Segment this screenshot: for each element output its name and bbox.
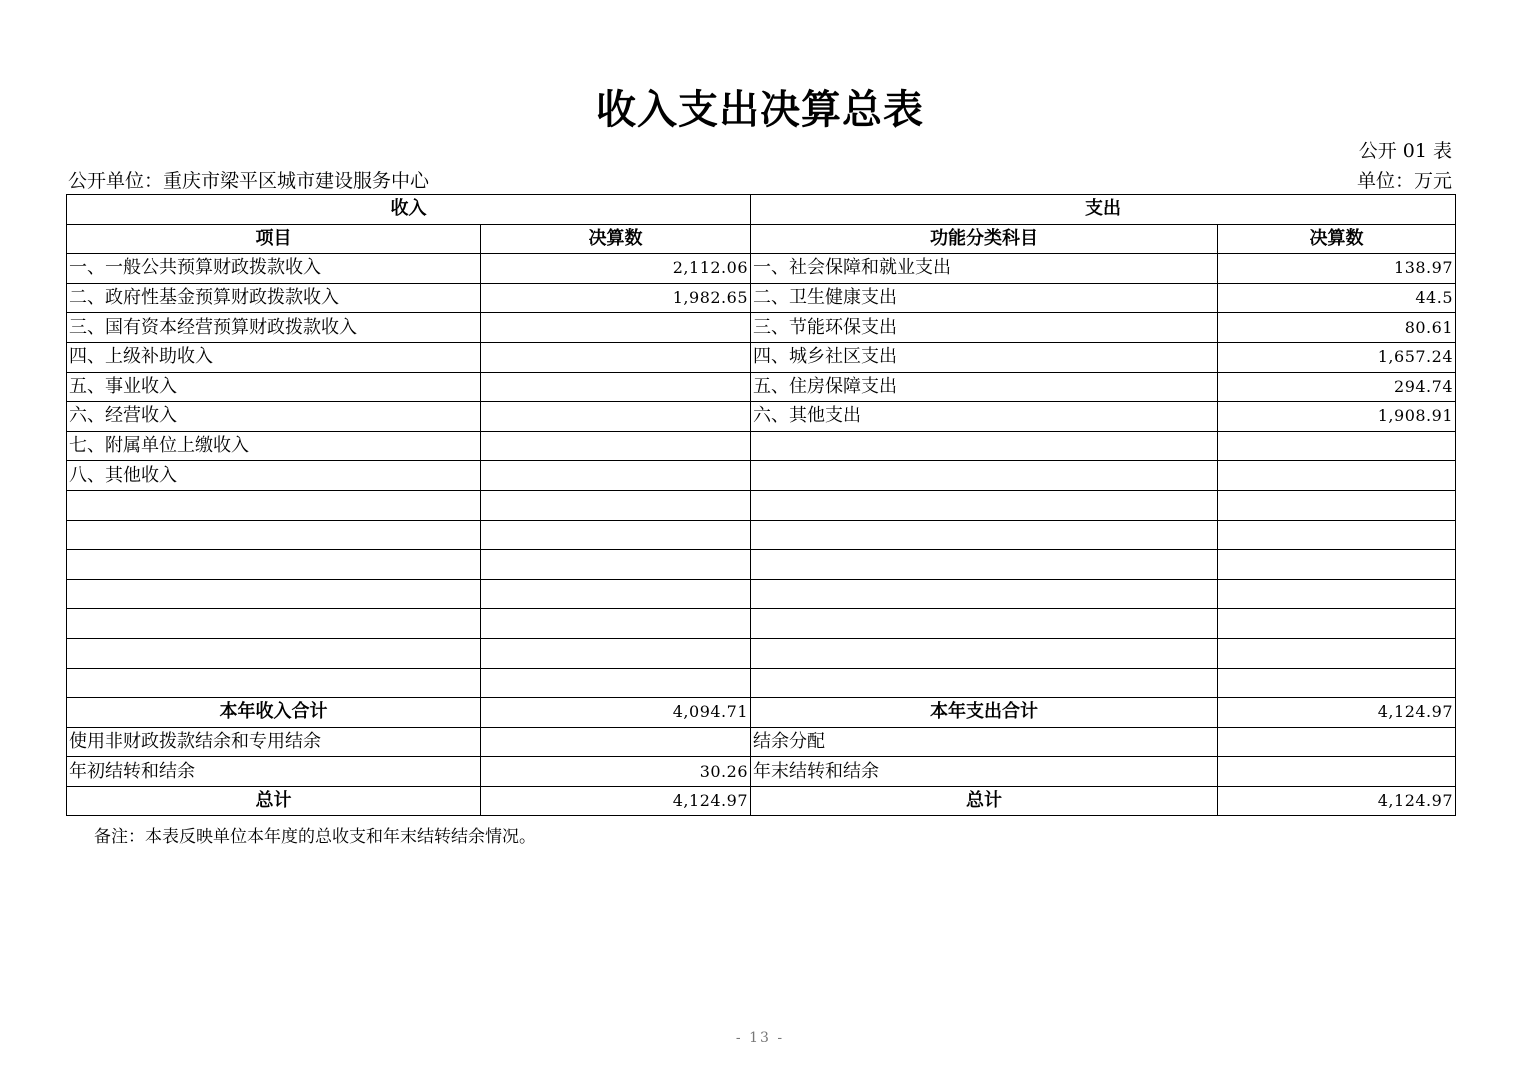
income-amount bbox=[481, 638, 751, 668]
expense-item: 年末结转和结余 bbox=[751, 757, 1218, 787]
income-amount bbox=[481, 550, 751, 580]
expense-item: 六、其他支出 bbox=[751, 402, 1218, 432]
table-row bbox=[67, 550, 1456, 580]
table-row bbox=[67, 372, 1456, 402]
expense-amount bbox=[1218, 461, 1456, 491]
page-number: - 13 - bbox=[735, 1030, 785, 1046]
income-amount: 2,112.06 bbox=[481, 254, 751, 284]
expense-amount bbox=[1218, 579, 1456, 609]
unit-info-row bbox=[68, 166, 1452, 193]
expense-amount bbox=[1218, 727, 1456, 757]
income-item: 六、经营收入 bbox=[67, 402, 481, 432]
expense-item bbox=[751, 638, 1218, 668]
income-item: 五、事业收入 bbox=[67, 372, 481, 402]
table-row bbox=[67, 283, 1456, 313]
income-amount bbox=[481, 579, 751, 609]
income-amount bbox=[481, 490, 751, 520]
expense-amount bbox=[1218, 431, 1456, 461]
expense-amount: 44.5 bbox=[1218, 283, 1456, 313]
income-item bbox=[67, 668, 481, 698]
income-item bbox=[67, 579, 481, 609]
expense-amount: 294.74 bbox=[1218, 372, 1456, 402]
group-header-row bbox=[67, 195, 1456, 225]
expense-amount-header: 决算数 bbox=[1218, 224, 1456, 254]
table-row bbox=[67, 668, 1456, 698]
income-item: 一、一般公共预算财政拨款收入 bbox=[67, 254, 481, 284]
expense-amount bbox=[1218, 668, 1456, 698]
expense-item bbox=[751, 431, 1218, 461]
table-row bbox=[67, 609, 1456, 639]
expense-item bbox=[751, 490, 1218, 520]
expense-item: 结余分配 bbox=[751, 727, 1218, 757]
expense-item: 五、住房保障支出 bbox=[751, 372, 1218, 402]
income-amount bbox=[481, 609, 751, 639]
expense-item: 一、社会保障和就业支出 bbox=[751, 254, 1218, 284]
column-header-row bbox=[67, 224, 1456, 254]
income-subtotal-label: 本年收入合计 bbox=[67, 698, 481, 728]
income-group-header: 收入 bbox=[67, 195, 751, 225]
income-amount bbox=[481, 402, 751, 432]
expense-amount bbox=[1218, 757, 1456, 787]
income-amount bbox=[481, 342, 751, 372]
expense-amount bbox=[1218, 638, 1456, 668]
subtotal-row bbox=[67, 698, 1456, 728]
income-amount bbox=[481, 313, 751, 343]
footnote: 备注：本表反映单位本年度的总收支和年末结转结余情况。 bbox=[94, 827, 536, 847]
reporting-unit: 公开单位：重庆市梁平区城市建设服务中心 bbox=[68, 170, 430, 192]
expense-amount: 80.61 bbox=[1218, 313, 1456, 343]
table-row bbox=[67, 520, 1456, 550]
income-item bbox=[67, 520, 481, 550]
table-row bbox=[67, 431, 1456, 461]
income-item bbox=[67, 490, 481, 520]
expense-item: 三、节能环保支出 bbox=[751, 313, 1218, 343]
expense-item bbox=[751, 461, 1218, 491]
income-total-amount: 4,124.97 bbox=[481, 786, 751, 816]
expense-item bbox=[751, 668, 1218, 698]
expense-item bbox=[751, 520, 1218, 550]
income-item: 七、附属单位上缴收入 bbox=[67, 431, 481, 461]
expense-amount: 138.97 bbox=[1218, 254, 1456, 284]
expense-item: 四、城乡社区支出 bbox=[751, 342, 1218, 372]
income-amount bbox=[481, 372, 751, 402]
income-expense-table bbox=[66, 194, 1456, 816]
expense-item: 二、卫生健康支出 bbox=[751, 283, 1218, 313]
expense-item-header: 功能分类科目 bbox=[751, 224, 1218, 254]
table-row bbox=[67, 313, 1456, 343]
table-row bbox=[67, 579, 1456, 609]
table-row bbox=[67, 727, 1456, 757]
income-item: 年初结转和结余 bbox=[67, 757, 481, 787]
expense-amount bbox=[1218, 550, 1456, 580]
expense-group-header: 支出 bbox=[751, 195, 1456, 225]
expense-amount bbox=[1218, 520, 1456, 550]
page-title: 收入支出决算总表 bbox=[596, 87, 924, 133]
income-amount-header: 决算数 bbox=[481, 224, 751, 254]
table-row bbox=[67, 254, 1456, 284]
income-amount: 30.26 bbox=[481, 757, 751, 787]
income-item bbox=[67, 550, 481, 580]
table-row bbox=[67, 461, 1456, 491]
income-item: 二、政府性基金预算财政拨款收入 bbox=[67, 283, 481, 313]
table-row bbox=[67, 402, 1456, 432]
income-item bbox=[67, 638, 481, 668]
table-body bbox=[67, 195, 1456, 816]
table-row bbox=[67, 342, 1456, 372]
expense-item bbox=[751, 550, 1218, 580]
expense-subtotal-amount: 4,124.97 bbox=[1218, 698, 1456, 728]
expense-subtotal-label: 本年支出合计 bbox=[751, 698, 1218, 728]
income-amount: 1,982.65 bbox=[481, 283, 751, 313]
currency-unit: 单位：万元 bbox=[1356, 170, 1452, 192]
income-amount bbox=[481, 520, 751, 550]
expense-total-amount: 4,124.97 bbox=[1218, 786, 1456, 816]
expense-amount: 1,908.91 bbox=[1218, 402, 1456, 432]
total-row bbox=[67, 786, 1456, 816]
table-row bbox=[67, 490, 1456, 520]
expense-item bbox=[751, 609, 1218, 639]
expense-amount bbox=[1218, 609, 1456, 639]
table-number: 公开 01 表 bbox=[1358, 140, 1452, 162]
expense-total-label: 总计 bbox=[751, 786, 1218, 816]
income-amount bbox=[481, 727, 751, 757]
expense-amount bbox=[1218, 490, 1456, 520]
income-item bbox=[67, 609, 481, 639]
table-row bbox=[67, 757, 1456, 787]
income-subtotal-amount: 4,094.71 bbox=[481, 698, 751, 728]
expense-amount: 1,657.24 bbox=[1218, 342, 1456, 372]
income-item: 三、国有资本经营预算财政拨款收入 bbox=[67, 313, 481, 343]
income-amount bbox=[481, 461, 751, 491]
table-row bbox=[67, 638, 1456, 668]
income-amount bbox=[481, 668, 751, 698]
income-amount bbox=[481, 431, 751, 461]
income-item-header: 项目 bbox=[67, 224, 481, 254]
income-total-label: 总计 bbox=[67, 786, 481, 816]
income-item: 四、上级补助收入 bbox=[67, 342, 481, 372]
expense-item bbox=[751, 579, 1218, 609]
income-item: 使用非财政拨款结余和专用结余 bbox=[67, 727, 481, 757]
income-item: 八、其他收入 bbox=[67, 461, 481, 491]
